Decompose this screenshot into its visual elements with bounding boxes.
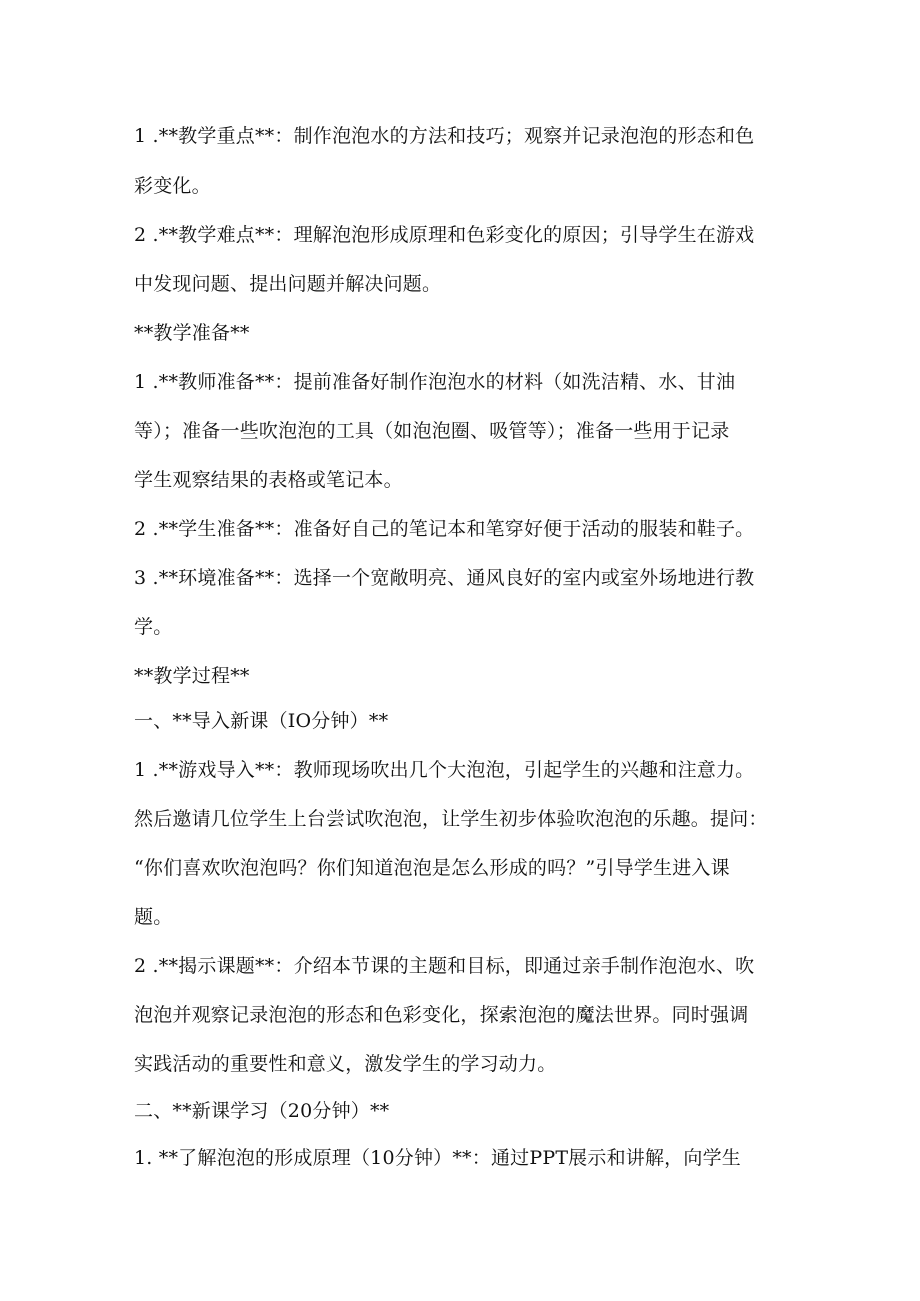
subsection-heading: 二、**新课学习（20分钟）** bbox=[134, 1100, 390, 1122]
text-line: 1 .**教师准备**：提前准备好制作泡泡水的材料（如洗洁精、水、甘油 bbox=[134, 371, 736, 393]
text-line: 泡泡并观察记录泡泡的形态和色彩变化，探索泡泡的魔法世界。同时强调 bbox=[134, 1004, 749, 1026]
text-line: 2 .**学生准备**：准备好自己的笔记本和笔穿好便于活动的服装和鞋子。 bbox=[134, 518, 755, 540]
text-line: 1 .**游戏导入**：教师现场吹出几个大泡泡，引起学生的兴趣和注意力。 bbox=[134, 759, 755, 781]
section-heading: **教学过程** bbox=[134, 665, 250, 687]
text-line: 等）；准备一些吹泡泡的工具（如泡泡圈、吸管等）；准备一些用于记录 bbox=[134, 420, 730, 442]
text-line: 2 .**教学难点**：理解泡泡形成原理和色彩变化的原因；引导学生在游戏 bbox=[134, 224, 755, 246]
text-line: 2 .**揭示课题**：介绍本节课的主题和目标，即通过亲手制作泡泡水、吹 bbox=[134, 955, 755, 977]
text-line: 学。 bbox=[134, 616, 173, 638]
text-line: 学生观察结果的表格或笔记本。 bbox=[134, 469, 403, 491]
subsection-heading: 一、**导入新课（IO分钟）** bbox=[134, 710, 389, 732]
text-line: 实践活动的重要性和意义，激发学生的学习动力。 bbox=[134, 1053, 557, 1075]
text-line: 3 .**环境准备**：选择一个宽敞明亮、通风良好的室内或室外场地进行教 bbox=[134, 567, 755, 589]
text-line: 题。 bbox=[134, 906, 173, 928]
text-line: 彩变化。 bbox=[134, 175, 211, 197]
text-line: “你们喜欢吹泡泡吗？你们知道泡泡是怎么形成的吗？”引导学生进入课 bbox=[134, 857, 730, 879]
text-line: 1 .**教学重点**：制作泡泡水的方法和技巧；观察并记录泡泡的形态和色 bbox=[134, 125, 755, 147]
text-line: 1. **了解泡泡的形成原理（10分钟）**：通过PPT展示和讲解，向学生 bbox=[134, 1147, 741, 1169]
section-heading: **教学准备** bbox=[134, 322, 250, 344]
text-line: 中发现问题、提出问题并解决问题。 bbox=[134, 273, 442, 295]
text-line: 然后邀请几位学生上台尝试吹泡泡，让学生初步体验吹泡泡的乐趣。提问： bbox=[134, 808, 768, 830]
